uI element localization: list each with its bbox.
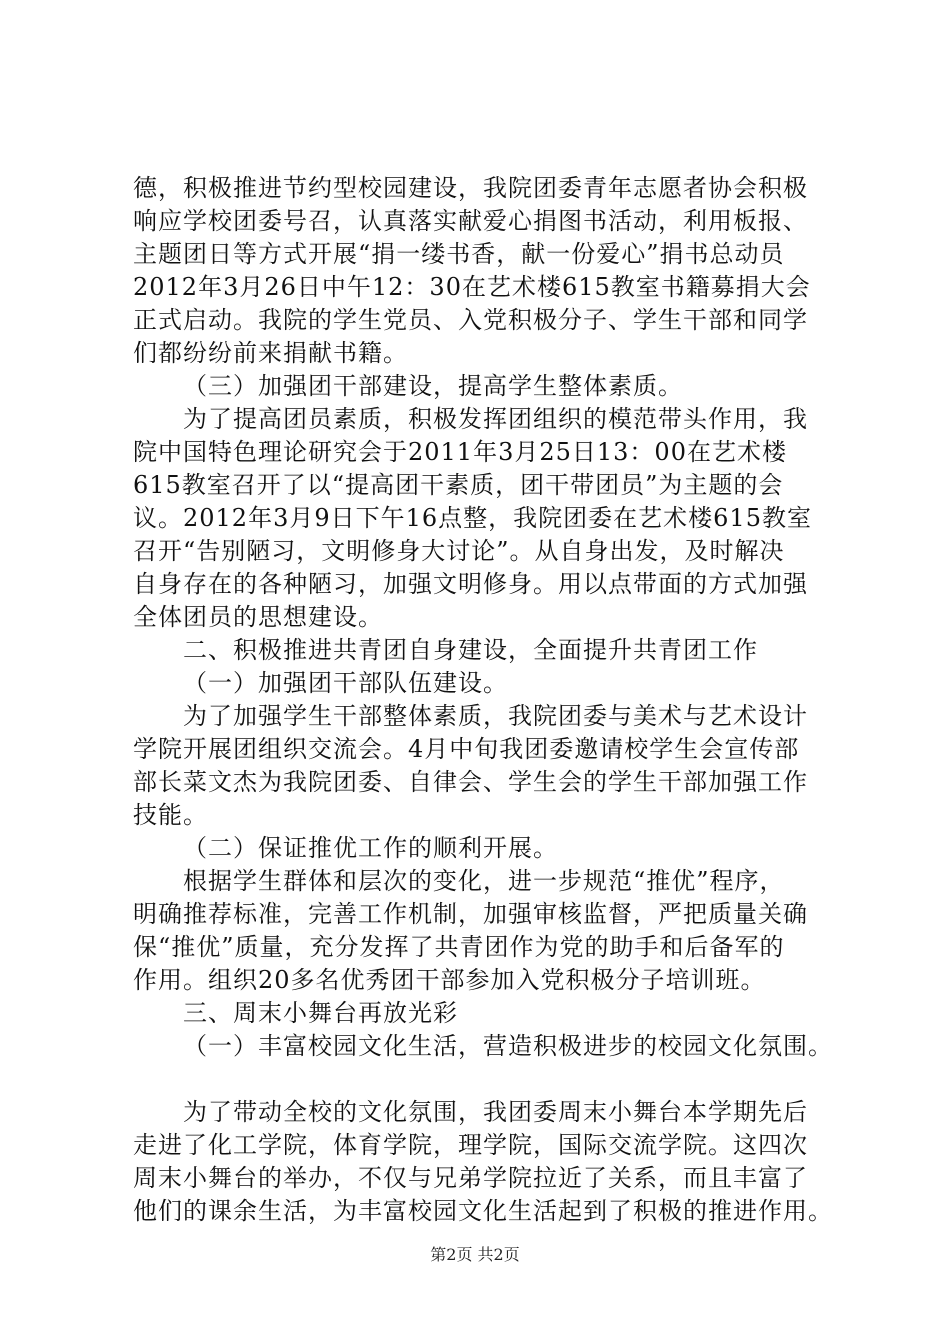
- text-line: 部长菜文杰为我院团委、自律会、学生会的学生干部加强工作: [133, 768, 808, 796]
- text-line: 自身存在的各种陋习，加强文明修身。用以点带面的方式加强: [133, 570, 808, 598]
- text-line: 他们的课余生活，为丰富校园文化生活起到了积极的推进作用。: [133, 1197, 833, 1225]
- text-line: 召开“告别陋习，文明修身大讨论”。从自身出发，及时解决: [133, 537, 785, 565]
- text-line: 正式启动。我院的学生党员、入党积极分子、学生干部和同学: [133, 306, 808, 334]
- blank-line: [133, 1063, 833, 1096]
- text-line: 响应学校团委号召，认真落实献爱心捐图书活动，利用板报、: [133, 207, 808, 235]
- text-line: 615教室召开了以“提高团干素质，团干带团员”为主题的会: [133, 471, 784, 499]
- text-line: 技能。: [133, 801, 208, 829]
- text-line: 议。2012年3月9日下午16点整，我院团委在艺术楼615教室: [133, 504, 812, 532]
- text-line: 们都纷纷前来捐献书籍。: [133, 339, 408, 367]
- section-heading: （一）加强团干部队伍建设。: [183, 669, 508, 697]
- text-line: 保“推优”质量，充分发挥了共青团作为党的助手和后备军的: [133, 933, 785, 961]
- text-line: 2012年3月26日中午12：30在艺术楼615教室书籍募捐大会: [133, 273, 811, 301]
- section-heading: （三）加强团干部建设，提高学生整体素质。: [183, 372, 683, 400]
- document-body: [133, 172, 833, 1228]
- text-line: 学院开展团组织交流会。4月中旬我团委邀请校学生会宣传部: [133, 735, 800, 763]
- text-line: 德，积极推进节约型校园建设，我院团委青年志愿者协会积极: [133, 174, 808, 202]
- section-heading: 三、周末小舞台再放光彩: [183, 999, 458, 1027]
- section-heading: （一）丰富校园文化生活，营造积极进步的校园文化氛围。: [183, 1032, 833, 1060]
- text-line: 全体团员的思想建设。: [133, 603, 383, 631]
- paragraph-first-line: 为了加强学生干部整体素质，我院团委与美术与艺术设计: [183, 702, 808, 730]
- page-footer: 第2页 共2页: [430, 1245, 520, 1264]
- text-line: 主题团日等方式开展“捐一缕书香，献一份爱心”捐书总动员: [133, 240, 785, 268]
- paragraph-first-line: 根据学生群体和层次的变化，进一步规范“推优”程序，: [183, 867, 785, 895]
- section-heading: 二、积极推进共青团自身建设，全面提升共青团工作: [183, 636, 758, 664]
- text-line: 走进了化工学院，体育学院，理学院，国际交流学院。这四次: [133, 1131, 808, 1159]
- text-line: 明确推荐标准，完善工作机制，加强审核监督，严把质量关确: [133, 900, 808, 928]
- paragraph-first-line: 为了带动全校的文化氛围，我团委周末小舞台本学期先后: [183, 1098, 808, 1126]
- text-line: 周末小舞台的举办，不仅与兄弟学院拉近了关系，而且丰富了: [133, 1164, 808, 1192]
- text-line: 作用。组织20多名优秀团干部参加入党积极分子培训班。: [133, 966, 766, 994]
- text-line: 院中国特色理论研究会于2011年3月25日13：00在艺术楼: [133, 438, 787, 466]
- paragraph-first-line: 为了提高团员素质，积极发挥团组织的模范带头作用，我: [183, 405, 808, 433]
- section-heading: （二）保证推优工作的顺利开展。: [183, 834, 558, 862]
